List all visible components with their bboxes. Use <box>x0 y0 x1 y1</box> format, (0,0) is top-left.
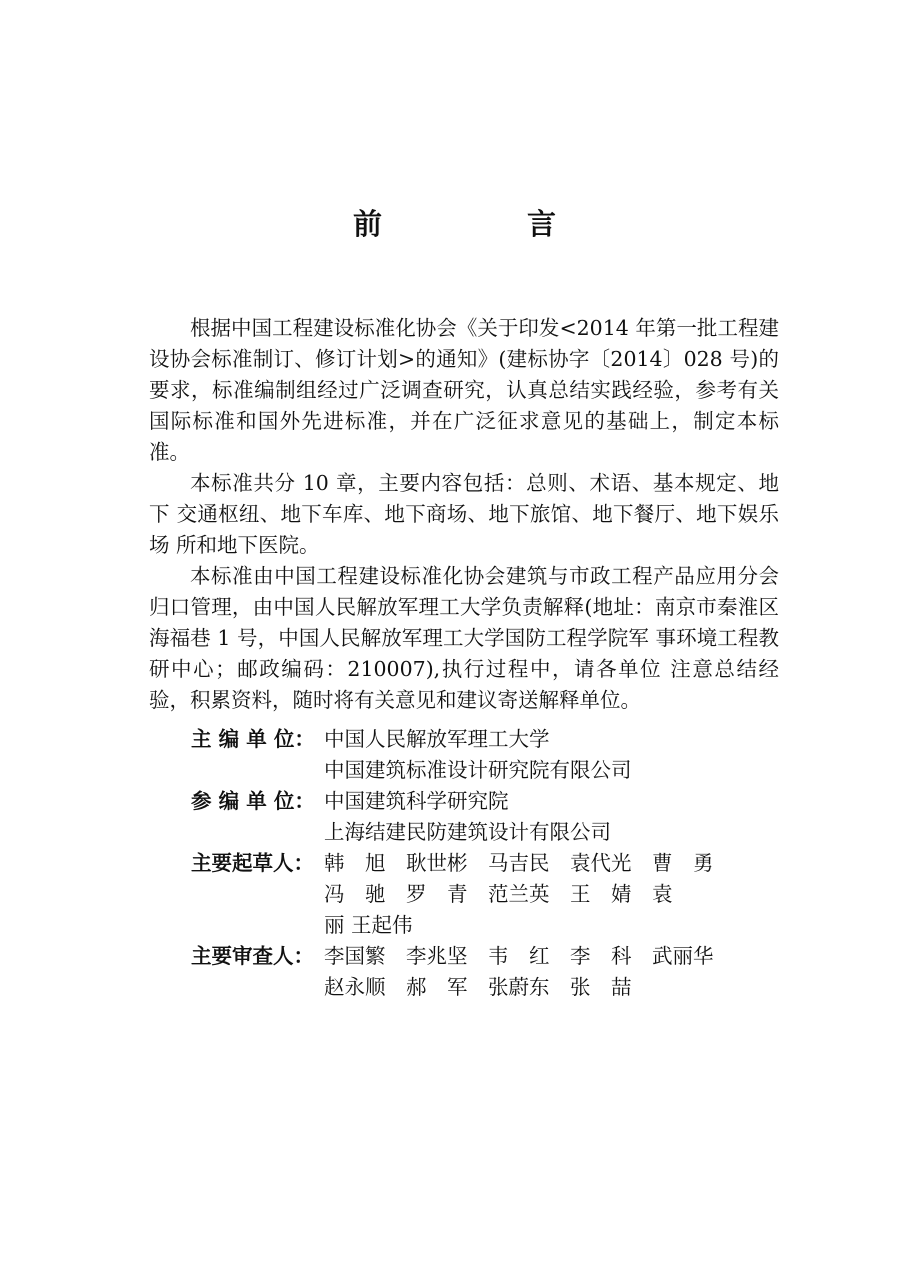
paragraph-basis: 根据中国工程建设标准化协会《关于印发<2014 年第一批工程建设协会标准制订、修订计划>的通知》(建标协字〔2014〕028 号)的要求，标准编制组经过广泛调查研究，认真总结实践经验，参考有关国际标准和国外先进标准，并在广泛征求意见的基础上，制定本标准。 <box>149 316 779 464</box>
paragraph-contents: 本标准共分 10 章，主要内容包括：总则、术语、基本规定、地下 交通枢纽、地下车库、地下商场、地下旅馆、地下餐厅、地下娱乐场 所和地下医院。 <box>149 471 779 557</box>
drafters-row <box>191 848 779 941</box>
reviewers-values <box>324 941 779 1003</box>
chief-unit: 中国建筑标准设计研究院有限公司 <box>324 758 632 782</box>
drafters-values <box>324 848 779 941</box>
chief-units-values <box>324 724 779 786</box>
reviewers-label: 主要审查人： <box>191 944 314 968</box>
reviewers-line: 李国繁 李兆坚 韦 红 李 科 武丽华 <box>324 944 714 968</box>
drafters-line: 冯 驰 罗 青 范兰英 王 婧 袁 <box>324 882 673 906</box>
chief-units-label: 主 编 单 位： <box>191 727 315 751</box>
chief-unit: 中国人民解放军理工大学 <box>324 727 550 751</box>
chief-units-row <box>191 724 779 786</box>
drafters-line: 韩 旭 耿世彬 马吉民 袁代光 曹 勇 <box>324 851 714 875</box>
participating-units-values <box>324 786 779 848</box>
participating-units-row <box>191 786 779 848</box>
reviewers-line: 赵永顺 郝 军 张蔚东 张 喆 <box>324 975 632 999</box>
drafters-label: 主要起草人： <box>191 851 314 875</box>
preface-body <box>149 313 779 716</box>
participating-unit: 上海结建民防建筑设计有限公司 <box>324 820 611 844</box>
reviewers-row <box>191 941 779 1003</box>
page-title: 前 言 <box>352 207 614 241</box>
credits-block <box>191 724 779 1003</box>
participating-unit: 中国建筑科学研究院 <box>324 789 509 813</box>
participating-units-label: 参 编 单 位： <box>191 789 315 813</box>
paragraph-management: 本标准由中国工程建设标准化协会建筑与市政工程产品应用分会归口管理，由中国人民解放军理工大学负责解释(地址：南京市秦淮区海福巷 1 号，中国人民解放军理工大学国防工程学院军 事环境工程教研中心；邮政编码：210007),执行过程中，请各单位 注意总结经验，积累资料，随时将有关意见和建议寄送解释单位。 <box>149 564 779 712</box>
drafters-line: 丽 王起伟 <box>324 913 413 937</box>
